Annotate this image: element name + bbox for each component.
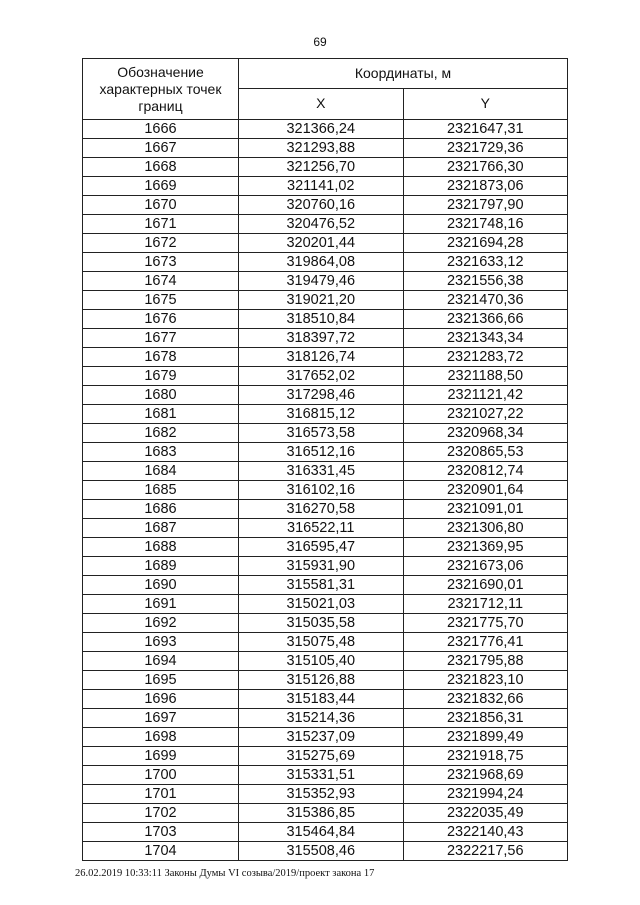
y-cell: 2321918,75: [403, 747, 568, 766]
point-cell: 1672: [83, 234, 239, 253]
table-row: [83, 804, 568, 823]
header-y: Y: [403, 88, 568, 119]
x-cell: 316270,58: [239, 500, 404, 519]
point-cell: 1674: [83, 272, 239, 291]
point-cell: 1685: [83, 481, 239, 500]
point-cell: 1681: [83, 405, 239, 424]
x-cell: 319864,08: [239, 253, 404, 272]
table-row: [83, 177, 568, 196]
x-cell: 315508,46: [239, 842, 404, 861]
y-cell: 2321748,16: [403, 215, 568, 234]
table-row: [83, 690, 568, 709]
y-cell: 2321556,38: [403, 272, 568, 291]
x-cell: 315386,85: [239, 804, 404, 823]
y-cell: 2321633,12: [403, 253, 568, 272]
table-row: [83, 614, 568, 633]
x-cell: 318510,84: [239, 310, 404, 329]
y-cell: 2320812,74: [403, 462, 568, 481]
x-cell: 321141,02: [239, 177, 404, 196]
x-cell: 317652,02: [239, 367, 404, 386]
table-row: [83, 386, 568, 405]
point-cell: 1666: [83, 120, 239, 139]
y-cell: 2322217,56: [403, 842, 568, 861]
y-cell: 2321832,66: [403, 690, 568, 709]
y-cell: 2321121,42: [403, 386, 568, 405]
x-cell: 316512,16: [239, 443, 404, 462]
table-row: [83, 728, 568, 747]
y-cell: 2321776,41: [403, 633, 568, 652]
point-cell: 1693: [83, 633, 239, 652]
x-cell: 316573,58: [239, 424, 404, 443]
y-cell: 2321729,36: [403, 139, 568, 158]
point-cell: 1676: [83, 310, 239, 329]
table-row: [83, 443, 568, 462]
y-cell: 2321823,10: [403, 671, 568, 690]
y-cell: 2321027,22: [403, 405, 568, 424]
x-cell: 316331,45: [239, 462, 404, 481]
y-cell: 2321775,70: [403, 614, 568, 633]
x-cell: 315931,90: [239, 557, 404, 576]
x-cell: 316815,12: [239, 405, 404, 424]
point-cell: 1696: [83, 690, 239, 709]
x-cell: 315126,88: [239, 671, 404, 690]
table-row: [83, 196, 568, 215]
point-cell: 1671: [83, 215, 239, 234]
point-cell: 1688: [83, 538, 239, 557]
x-cell: 319021,20: [239, 291, 404, 310]
x-cell: 321256,70: [239, 158, 404, 177]
table-row: [83, 652, 568, 671]
y-cell: 2321712,11: [403, 595, 568, 614]
table-row: [83, 310, 568, 329]
table-row: [83, 766, 568, 785]
point-cell: 1683: [83, 443, 239, 462]
header-x: X: [239, 88, 404, 119]
table-row: [83, 139, 568, 158]
point-cell: 1687: [83, 519, 239, 538]
table-row: [83, 215, 568, 234]
y-cell: 2321647,31: [403, 120, 568, 139]
y-cell: 2321694,28: [403, 234, 568, 253]
y-cell: 2321366,66: [403, 310, 568, 329]
point-cell: 1673: [83, 253, 239, 272]
point-cell: 1686: [83, 500, 239, 519]
y-cell: 2321343,34: [403, 329, 568, 348]
x-cell: 320760,16: [239, 196, 404, 215]
header-coordinates: Координаты, м: [239, 59, 568, 89]
x-cell: 316595,47: [239, 538, 404, 557]
x-cell: 315214,36: [239, 709, 404, 728]
y-cell: 2321797,90: [403, 196, 568, 215]
x-cell: 315352,93: [239, 785, 404, 804]
point-cell: 1680: [83, 386, 239, 405]
x-cell: 320476,52: [239, 215, 404, 234]
table-row: [83, 158, 568, 177]
y-cell: 2321899,49: [403, 728, 568, 747]
y-cell: 2321968,69: [403, 766, 568, 785]
table-row: [83, 291, 568, 310]
x-cell: 315021,03: [239, 595, 404, 614]
table-row: [83, 120, 568, 139]
x-cell: 315464,84: [239, 823, 404, 842]
point-cell: 1667: [83, 139, 239, 158]
point-cell: 1700: [83, 766, 239, 785]
table-row: [83, 595, 568, 614]
point-cell: 1691: [83, 595, 239, 614]
y-cell: 2321994,24: [403, 785, 568, 804]
table-row: [83, 234, 568, 253]
point-cell: 1704: [83, 842, 239, 861]
x-cell: 317298,46: [239, 386, 404, 405]
point-cell: 1670: [83, 196, 239, 215]
y-cell: 2321470,36: [403, 291, 568, 310]
y-cell: 2321795,88: [403, 652, 568, 671]
x-cell: 315075,48: [239, 633, 404, 652]
point-cell: 1702: [83, 804, 239, 823]
x-cell: 321366,24: [239, 120, 404, 139]
table-row: [83, 405, 568, 424]
table-row: [83, 557, 568, 576]
point-cell: 1690: [83, 576, 239, 595]
y-cell: 2320968,34: [403, 424, 568, 443]
point-cell: 1689: [83, 557, 239, 576]
point-cell: 1692: [83, 614, 239, 633]
table-row: [83, 348, 568, 367]
point-cell: 1678: [83, 348, 239, 367]
table-row: [83, 519, 568, 538]
x-cell: 316522,11: [239, 519, 404, 538]
x-cell: 315331,51: [239, 766, 404, 785]
table-row: [83, 709, 568, 728]
x-cell: 318126,74: [239, 348, 404, 367]
table-row: [83, 576, 568, 595]
y-cell: 2321188,50: [403, 367, 568, 386]
x-cell: 318397,72: [239, 329, 404, 348]
page-number: 69: [313, 35, 327, 49]
table-row: [83, 500, 568, 519]
y-cell: 2321091,01: [403, 500, 568, 519]
y-cell: 2321690,01: [403, 576, 568, 595]
table-row: [83, 329, 568, 348]
point-cell: 1677: [83, 329, 239, 348]
point-cell: 1668: [83, 158, 239, 177]
x-cell: 320201,44: [239, 234, 404, 253]
table-row: [83, 747, 568, 766]
table-row: [83, 842, 568, 861]
table-row: [83, 272, 568, 291]
table-row: [83, 538, 568, 557]
point-cell: 1684: [83, 462, 239, 481]
table-row: [83, 823, 568, 842]
table-header: [83, 59, 568, 120]
x-cell: 315237,09: [239, 728, 404, 747]
table-body: [83, 120, 568, 861]
table-row: [83, 481, 568, 500]
x-cell: 315035,58: [239, 614, 404, 633]
table-row: [83, 462, 568, 481]
x-cell: 315275,69: [239, 747, 404, 766]
y-cell: 2321306,80: [403, 519, 568, 538]
footer-stamp: 26.02.2019 10:33:11 Законы Думы VI созыва/2019/проект закона 17: [75, 868, 375, 879]
point-cell: 1698: [83, 728, 239, 747]
x-cell: 316102,16: [239, 481, 404, 500]
y-cell: 2321856,31: [403, 709, 568, 728]
y-cell: 2321766,30: [403, 158, 568, 177]
point-cell: 1669: [83, 177, 239, 196]
x-cell: 321293,88: [239, 139, 404, 158]
x-cell: 319479,46: [239, 272, 404, 291]
y-cell: 2322035,49: [403, 804, 568, 823]
table-row: [83, 671, 568, 690]
y-cell: 2320865,53: [403, 443, 568, 462]
point-cell: 1697: [83, 709, 239, 728]
point-cell: 1695: [83, 671, 239, 690]
coordinates-table: [82, 58, 568, 861]
x-cell: 315581,31: [239, 576, 404, 595]
y-cell: 2321873,06: [403, 177, 568, 196]
point-cell: 1682: [83, 424, 239, 443]
point-cell: 1701: [83, 785, 239, 804]
y-cell: 2321283,72: [403, 348, 568, 367]
y-cell: 2320901,64: [403, 481, 568, 500]
table-row: [83, 785, 568, 804]
y-cell: 2321673,06: [403, 557, 568, 576]
point-cell: 1694: [83, 652, 239, 671]
x-cell: 315105,40: [239, 652, 404, 671]
point-cell: 1699: [83, 747, 239, 766]
table-row: [83, 253, 568, 272]
header-row: [83, 59, 568, 89]
point-cell: 1679: [83, 367, 239, 386]
point-cell: 1675: [83, 291, 239, 310]
point-cell: 1703: [83, 823, 239, 842]
y-cell: 2321369,95: [403, 538, 568, 557]
x-cell: 315183,44: [239, 690, 404, 709]
table-row: [83, 633, 568, 652]
header-point-designation: Обозначение характерных точек границ: [83, 59, 239, 120]
table-row: [83, 424, 568, 443]
table-row: [83, 367, 568, 386]
y-cell: 2322140,43: [403, 823, 568, 842]
